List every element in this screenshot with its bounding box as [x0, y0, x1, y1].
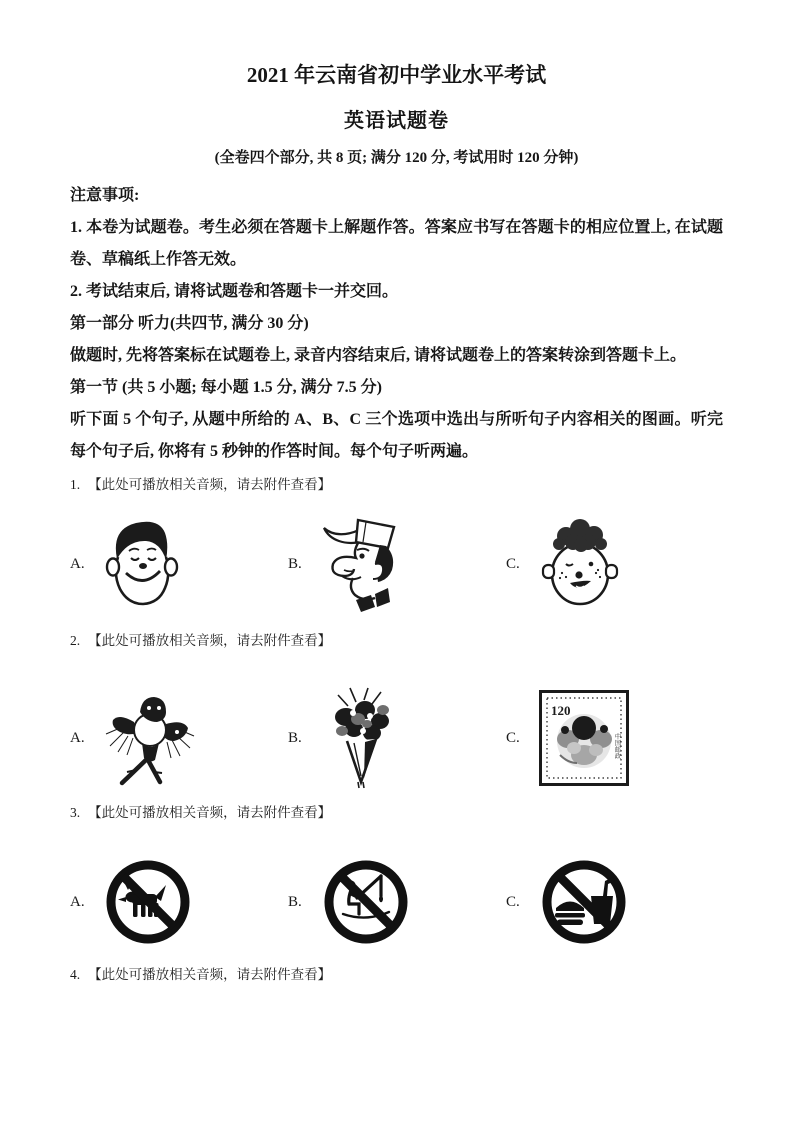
question-number: 3.: [70, 805, 81, 820]
question-3: [70, 804, 723, 948]
audio-placeholder: 【此处可播放相关音频，请去附件查看】: [88, 477, 332, 492]
option-label: B.: [288, 729, 302, 746]
no-fishing-sign-image: [320, 856, 412, 948]
option-label: B.: [288, 893, 302, 910]
curly-haired-child-face-image: [538, 513, 623, 615]
option-c: [506, 513, 724, 615]
notice-item-1: 1. 本卷为试题卷。考生必须在答题卡上解题作答。答案应书写在答题卡的相应位置上, 在试题卷、草稿纸上作答无效。: [70, 219, 723, 268]
option-b: [288, 856, 506, 948]
question-number: 4.: [70, 967, 81, 982]
question-1-text: [70, 476, 723, 494]
part1-instruction: 做题时, 先将答案标在试题卷上, 录音内容结束后, 请将试题卷上的答案转涂到答题卡上。: [70, 347, 687, 364]
option-label: C.: [506, 729, 520, 746]
question-number: 1.: [70, 477, 81, 492]
option-c: [506, 856, 724, 948]
question-4: [70, 966, 723, 984]
option-label: A.: [70, 893, 85, 910]
option-label: A.: [70, 555, 85, 572]
section1-instruction: 听下面 5 个句子, 从题中所给的 A、B、C 三个选项中选出与所听句子内容相关的图画。听完每个句子后, 你将有 5 秒钟的作答时间。每个句子听两遍。: [70, 411, 723, 460]
question-number: 2.: [70, 633, 81, 648]
page-subtitle: 英语试题卷: [344, 110, 449, 132]
option-c: [506, 689, 724, 787]
exam-meta-line: (全卷四个部分, 共 8 页; 满分 120 分, 考试用时 120 分钟): [214, 150, 579, 166]
page-title: 2021 年云南省初中学业水平考试: [246, 63, 547, 87]
audio-placeholder: 【此处可播放相关音频，请去附件查看】: [88, 805, 332, 820]
no-food-or-drink-sign-image: [538, 856, 630, 948]
part1-heading: 第一部分 听力(共四节, 满分 30 分): [70, 315, 309, 332]
option-b: [288, 512, 506, 616]
question-1: [70, 476, 723, 616]
option-label: B.: [288, 555, 302, 572]
option-a: [70, 686, 288, 790]
audio-placeholder: 【此处可播放相关音频，请去附件查看】: [88, 967, 332, 982]
option-label: A.: [70, 729, 85, 746]
question-4-text: [70, 966, 723, 984]
audio-placeholder: 【此处可播放相关音频，请去附件查看】: [88, 633, 332, 648]
option-label: C.: [506, 893, 520, 910]
question-1-options: [70, 512, 723, 616]
section1-heading: 第一节 (共 5 小题; 每小题 1.5 分, 满分 7.5 分): [70, 379, 382, 396]
notice-heading: 注意事项:: [70, 187, 140, 204]
man-with-hat-profile-image: [320, 512, 408, 616]
no-dogs-sign-image: [102, 856, 194, 948]
question-3-options: [70, 856, 723, 948]
question-3-text: [70, 804, 723, 822]
question-2: [70, 632, 723, 790]
option-b: [288, 686, 506, 790]
bird-on-pine-branch-image: [102, 686, 202, 790]
option-a: [70, 856, 288, 948]
notice-item-2: 2. 考试结束后, 请将试题卷和答题卡一并交回。: [70, 283, 399, 300]
option-label: C.: [506, 555, 520, 572]
question-2-text: [70, 632, 723, 650]
question-2-options: [70, 686, 723, 790]
postage-stamp-image: [538, 689, 630, 787]
smiling-boy-face-image: [102, 513, 182, 615]
stamp-side-text: 中国邮政: [613, 733, 621, 759]
stamp-value: 120: [551, 703, 571, 718]
option-a: [70, 513, 288, 615]
flower-bouquet-image: [320, 686, 402, 790]
